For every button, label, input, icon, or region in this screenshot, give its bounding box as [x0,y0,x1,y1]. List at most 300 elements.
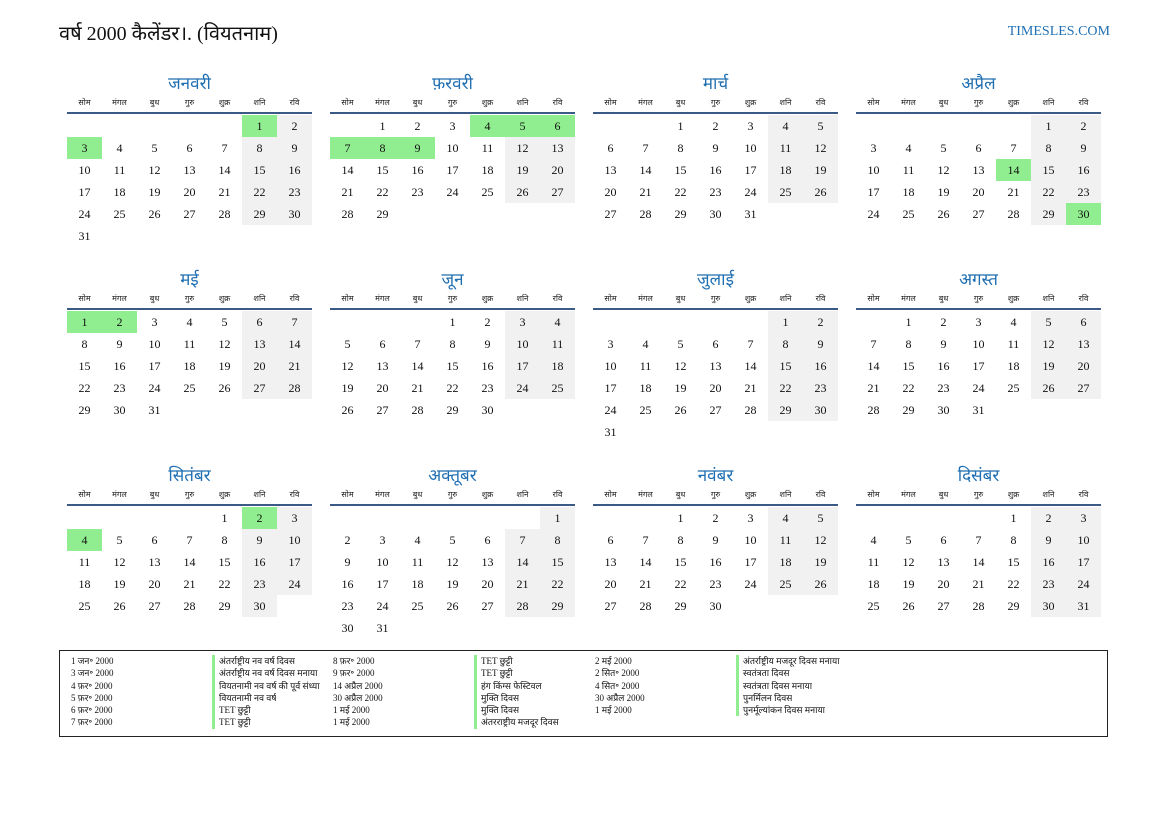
holiday-name: स्वतंत्रता दिवस मनाया [736,680,812,692]
day-cell: 16 [709,555,722,569]
day-cell: 9 [400,137,435,159]
day-cell: 15 [902,359,915,373]
weekday-label: सोम [604,294,617,303]
weekday-label: बुध [149,98,160,107]
day-cell: 13 [148,555,161,569]
day-cell: 28 [411,403,424,417]
empty-cell [330,507,365,529]
day-cell: 6 [1066,311,1101,333]
day-cell: 30 [481,403,494,417]
day-cell: 29 [78,403,91,417]
day-cell: 12 [937,163,950,177]
day-cell: 30 [113,403,126,417]
day-cell: 27 [183,207,196,221]
day-cell: 7 [870,337,877,351]
weekday-label: शुक्र [744,490,757,499]
day-cell: 30 [1066,203,1101,225]
weekday-label: बुध [675,490,686,499]
weekday-label: शुक्र [481,98,494,107]
empty-cell [505,507,540,529]
day-cell: 17 [972,359,985,373]
weekday-header [593,488,838,506]
day-cell: 26 [505,181,540,203]
day-cell: 5 [449,533,456,547]
site-link[interactable]: TIMESLES.COM [1007,24,1110,39]
weekday-label: रवि [815,294,826,303]
day-cell: 17 [148,359,161,373]
day-cell: 23 [481,381,494,395]
day-cell: 30 [1031,595,1066,617]
day-cell: 16 [937,359,950,373]
day-cell: 4 [768,507,803,529]
empty-cell [172,507,207,529]
day-grid [856,311,1101,421]
day-cell: 17 [277,551,312,573]
day-cell: 27 [481,599,494,613]
weekday-label: सोम [341,490,354,499]
day-cell: 28 [639,599,652,613]
holiday-date: 6 फ़र॰ 2000 [71,705,113,716]
weekday-label: मंगल [375,98,390,107]
day-cell: 10 [867,163,880,177]
weekday-label: गुरु [184,294,195,303]
weekday-label: मंगल [375,294,390,303]
weekday-label: सोम [604,98,617,107]
day-cell: 9 [277,137,312,159]
day-cell: 21 [183,577,196,591]
day-cell: 18 [902,185,915,199]
weekday-label: मंगल [901,294,916,303]
day-cell: 7 [642,141,649,155]
day-cell: 9 [803,333,838,355]
day-cell: 16 [1066,159,1101,181]
weekday-label: गुरु [184,490,195,499]
weekday-label: शनि [779,98,792,107]
day-cell: 14 [867,359,880,373]
day-cell: 18 [113,185,126,199]
calendar-grid [67,72,1103,660]
day-cell: 5 [1031,311,1066,333]
day-cell: 21 [639,185,652,199]
holiday-row [333,667,595,679]
empty-cell [891,507,926,529]
day-cell: 27 [604,207,617,221]
weekday-label: रवि [552,490,563,499]
day-cell: 1 [540,507,575,529]
day-grid [593,115,838,225]
empty-cell [891,115,926,137]
day-cell: 3 [505,311,540,333]
day-grid [593,311,838,443]
day-cell: 19 [1031,355,1066,377]
day-cell: 16 [709,163,722,177]
weekday-label: गुरु [184,98,195,107]
day-cell: 3 [449,119,456,133]
day-cell: 20 [481,577,494,591]
day-cell: 13 [183,163,196,177]
day-cell: 22 [1031,181,1066,203]
day-cell: 11 [639,359,652,373]
day-cell: 6 [186,141,193,155]
day-cell: 7 [186,533,193,547]
holiday-name: अंतर्राष्ट्रीय नव वर्ष दिवस मनाया [212,667,318,679]
day-cell: 22 [376,185,389,199]
holiday-name: TET छुट्टी [212,716,251,728]
day-cell: 17 [1066,551,1101,573]
holiday-row [71,704,333,716]
day-cell: 2 [277,115,312,137]
weekday-label: सोम [78,490,91,499]
holiday-name: अंतर्राष्ट्रीय मजदूर दिवस मनाया [736,655,840,667]
day-cell: 15 [1007,555,1020,569]
day-cell: 3 [747,511,754,525]
day-cell: 2 [712,119,719,133]
month-title: अक्तूबर [428,466,477,485]
day-cell: 2 [242,507,277,529]
day-cell: 28 [1007,207,1020,221]
day-cell: 23 [277,181,312,203]
weekday-label: गुरु [973,294,984,303]
day-cell: 4 [470,115,505,137]
month-title: मार्च [702,74,729,93]
weekday-label: शुक्र [218,294,231,303]
day-cell: 3 [151,315,158,329]
holiday-column [595,655,857,736]
empty-cell [628,311,663,333]
day-grid [856,507,1101,617]
holiday-date: 2 सित॰ 2000 [595,668,640,679]
holiday-date: 1 मई 2000 [333,705,370,716]
day-cell: 12 [148,163,161,177]
day-cell: 7 [975,533,982,547]
day-cell: 8 [677,533,684,547]
day-cell: 9 [1066,137,1101,159]
day-cell: 2 [1031,507,1066,529]
weekday-label: शुक्र [1007,98,1020,107]
day-cell: 26 [902,599,915,613]
day-cell: 14 [639,555,652,569]
day-cell: 13 [481,555,494,569]
day-cell: 13 [604,163,617,177]
weekday-label: सोम [341,98,354,107]
day-cell: 3 [277,507,312,529]
day-cell: 8 [221,533,228,547]
day-cell: 24 [505,377,540,399]
day-cell: 6 [975,141,982,155]
weekday-label: शनि [779,294,792,303]
day-cell: 31 [1066,595,1101,617]
day-cell: 30 [937,403,950,417]
day-cell: 20 [242,355,277,377]
day-cell: 25 [481,185,494,199]
day-cell: 26 [218,381,231,395]
day-cell: 24 [1066,573,1101,595]
weekday-label: सोम [867,490,880,499]
day-cell: 20 [183,185,196,199]
day-cell: 25 [639,403,652,417]
empty-cell [330,311,365,333]
weekday-label: शनि [779,490,792,499]
weekday-label: शनि [516,490,529,499]
empty-cell [628,115,663,137]
weekday-label: बुध [412,294,423,303]
day-grid [856,115,1101,225]
day-cell: 25 [183,381,196,395]
day-cell: 19 [341,381,354,395]
holiday-date: 30 अप्रैल 2000 [333,692,383,703]
day-cell: 23 [937,381,950,395]
day-cell: 8 [242,137,277,159]
day-cell: 5 [505,115,540,137]
day-cell: 28 [867,403,880,417]
day-cell: 24 [376,599,389,613]
day-cell: 14 [218,163,231,177]
day-cell: 18 [639,381,652,395]
holiday-name: TET छुट्टी [474,667,513,679]
empty-cell [593,507,628,529]
empty-cell [961,115,996,137]
day-cell: 27 [540,181,575,203]
day-cell: 3 [67,137,102,159]
day-cell: 9 [712,141,719,155]
day-cell: 23 [709,185,722,199]
day-cell: 14 [411,359,424,373]
day-cell: 22 [674,185,687,199]
weekday-label: सोम [341,294,354,303]
day-cell: 20 [604,185,617,199]
month-title: दिसंबर [957,466,1000,485]
day-cell: 2 [414,119,421,133]
day-cell: 29 [1031,203,1066,225]
day-cell: 12 [505,137,540,159]
day-cell: 9 [1031,529,1066,551]
day-cell: 8 [540,529,575,551]
day-cell: 14 [972,555,985,569]
weekday-label: गुरु [447,294,458,303]
weekday-label: शनि [253,490,266,499]
day-cell: 1 [67,311,102,333]
day-cell: 29 [1007,599,1020,613]
day-cell: 1 [905,315,912,329]
weekday-label: शनि [1042,294,1055,303]
weekday-label: मंगल [901,98,916,107]
day-cell: 23 [709,577,722,591]
empty-cell [400,311,435,333]
day-cell: 28 [505,595,540,617]
weekday-label: रवि [1078,294,1089,303]
day-cell: 27 [937,599,950,613]
holiday-name: हंग किंग्स फेस्टिवल [474,680,542,692]
month-title: जनवरी [168,74,211,93]
day-cell: 2 [803,311,838,333]
day-cell: 18 [411,577,424,591]
weekday-label: मंगल [901,490,916,499]
day-cell: 15 [674,163,687,177]
day-cell: 23 [242,573,277,595]
day-cell: 30 [709,599,722,613]
day-cell: 5 [803,507,838,529]
weekday-label: बुध [675,98,686,107]
holiday-row [333,704,595,716]
day-cell: 17 [604,381,617,395]
day-cell: 3 [607,337,614,351]
weekday-label: शुक्र [481,490,494,499]
weekday-label: सोम [78,294,91,303]
day-cell: 27 [604,599,617,613]
month-calendar [593,72,838,268]
empty-cell [698,311,733,333]
holiday-date: 1 मई 2000 [595,705,632,716]
day-cell: 27 [709,403,722,417]
weekday-label: बुध [938,98,949,107]
weekday-label: रवि [1078,490,1089,499]
day-cell: 28 [972,599,985,613]
holiday-row [595,667,857,679]
day-cell: 10 [148,337,161,351]
holiday-column [71,655,333,736]
day-cell: 11 [78,555,91,569]
weekday-label: शनि [1042,490,1055,499]
day-cell: 15 [446,359,459,373]
day-cell: 3 [379,533,386,547]
day-cell: 11 [867,555,880,569]
empty-cell [435,507,470,529]
weekday-label: मंगल [112,490,127,499]
day-cell: 4 [540,311,575,333]
day-cell: 9 [712,533,719,547]
weekday-label: शनि [1042,98,1055,107]
day-grid [67,507,312,617]
day-cell: 5 [116,533,123,547]
day-cell: 21 [277,355,312,377]
day-cell: 25 [113,207,126,221]
day-cell: 4 [1010,315,1017,329]
day-cell: 20 [540,159,575,181]
day-cell: 20 [937,577,950,591]
holiday-date: 7 फ़र॰ 2000 [71,717,113,728]
day-cell: 30 [277,203,312,225]
weekday-label: शुक्र [481,294,494,303]
day-cell: 8 [81,337,88,351]
day-cell: 3 [975,315,982,329]
empty-cell [67,507,102,529]
day-cell: 21 [639,577,652,591]
month-calendar [856,464,1101,660]
holiday-name: स्वतंत्रता दिवस [736,667,790,679]
day-cell: 10 [277,529,312,551]
day-cell: 26 [803,181,838,203]
day-cell: 6 [484,533,491,547]
day-cell: 10 [78,163,91,177]
day-grid [67,115,312,247]
weekday-header [67,488,312,506]
day-cell: 16 [481,359,494,373]
empty-cell [996,115,1031,137]
weekday-header [67,96,312,114]
day-cell: 9 [242,529,277,551]
day-cell: 24 [446,185,459,199]
day-cell: 23 [1066,181,1101,203]
day-cell: 7 [642,533,649,547]
day-cell: 22 [902,381,915,395]
holiday-row [333,655,595,667]
weekday-label: मंगल [112,98,127,107]
holiday-list [59,650,1108,737]
day-cell: 21 [505,573,540,595]
weekday-label: शनि [516,98,529,107]
day-cell: 12 [803,137,838,159]
day-cell: 21 [411,381,424,395]
day-cell: 7 [277,311,312,333]
weekday-label: शुक्र [218,98,231,107]
empty-cell [102,507,137,529]
holiday-date: 4 सित॰ 2000 [595,680,640,691]
day-cell: 11 [183,337,196,351]
day-cell: 25 [768,573,803,595]
day-cell: 5 [905,533,912,547]
day-cell: 13 [1066,333,1101,355]
weekday-label: गुरु [973,98,984,107]
day-cell: 17 [867,185,880,199]
weekday-label: रवि [552,294,563,303]
day-cell: 4 [186,315,193,329]
day-cell: 13 [540,137,575,159]
weekday-label: शनि [516,294,529,303]
day-cell: 19 [446,577,459,591]
empty-cell [172,115,207,137]
day-cell: 26 [148,207,161,221]
empty-cell [926,507,961,529]
day-cell: 12 [446,555,459,569]
weekday-label: रवि [289,294,300,303]
weekday-label: बुध [675,294,686,303]
day-cell: 6 [607,533,614,547]
day-cell: 16 [113,359,126,373]
day-cell: 7 [505,529,540,551]
day-cell: 18 [1007,359,1020,373]
day-cell: 10 [744,141,757,155]
day-cell: 23 [113,381,126,395]
day-cell: 24 [972,381,985,395]
day-cell: 14 [639,163,652,177]
day-cell: 2 [102,311,137,333]
holiday-row [333,692,595,704]
holiday-name: पुनर्मूल्यांकन दिवस मनाया [736,704,825,716]
weekday-label: मंगल [638,98,653,107]
weekday-label: शुक्र [744,98,757,107]
weekday-header [593,292,838,310]
day-cell: 1 [1031,115,1066,137]
weekday-label: शुक्र [1007,490,1020,499]
day-cell: 12 [341,359,354,373]
day-cell: 18 [768,159,803,181]
day-cell: 16 [242,551,277,573]
day-cell: 10 [505,333,540,355]
weekday-label: बुध [149,294,160,303]
day-cell: 16 [803,355,838,377]
day-cell: 7 [330,137,365,159]
day-cell: 1 [242,115,277,137]
day-cell: 7 [221,141,228,155]
day-cell: 19 [218,359,231,373]
day-cell: 4 [642,337,649,351]
day-cell: 27 [148,599,161,613]
day-cell: 8 [449,337,456,351]
day-cell: 29 [768,399,803,421]
day-cell: 19 [937,185,950,199]
day-cell: 12 [674,359,687,373]
weekday-label: रवि [815,98,826,107]
